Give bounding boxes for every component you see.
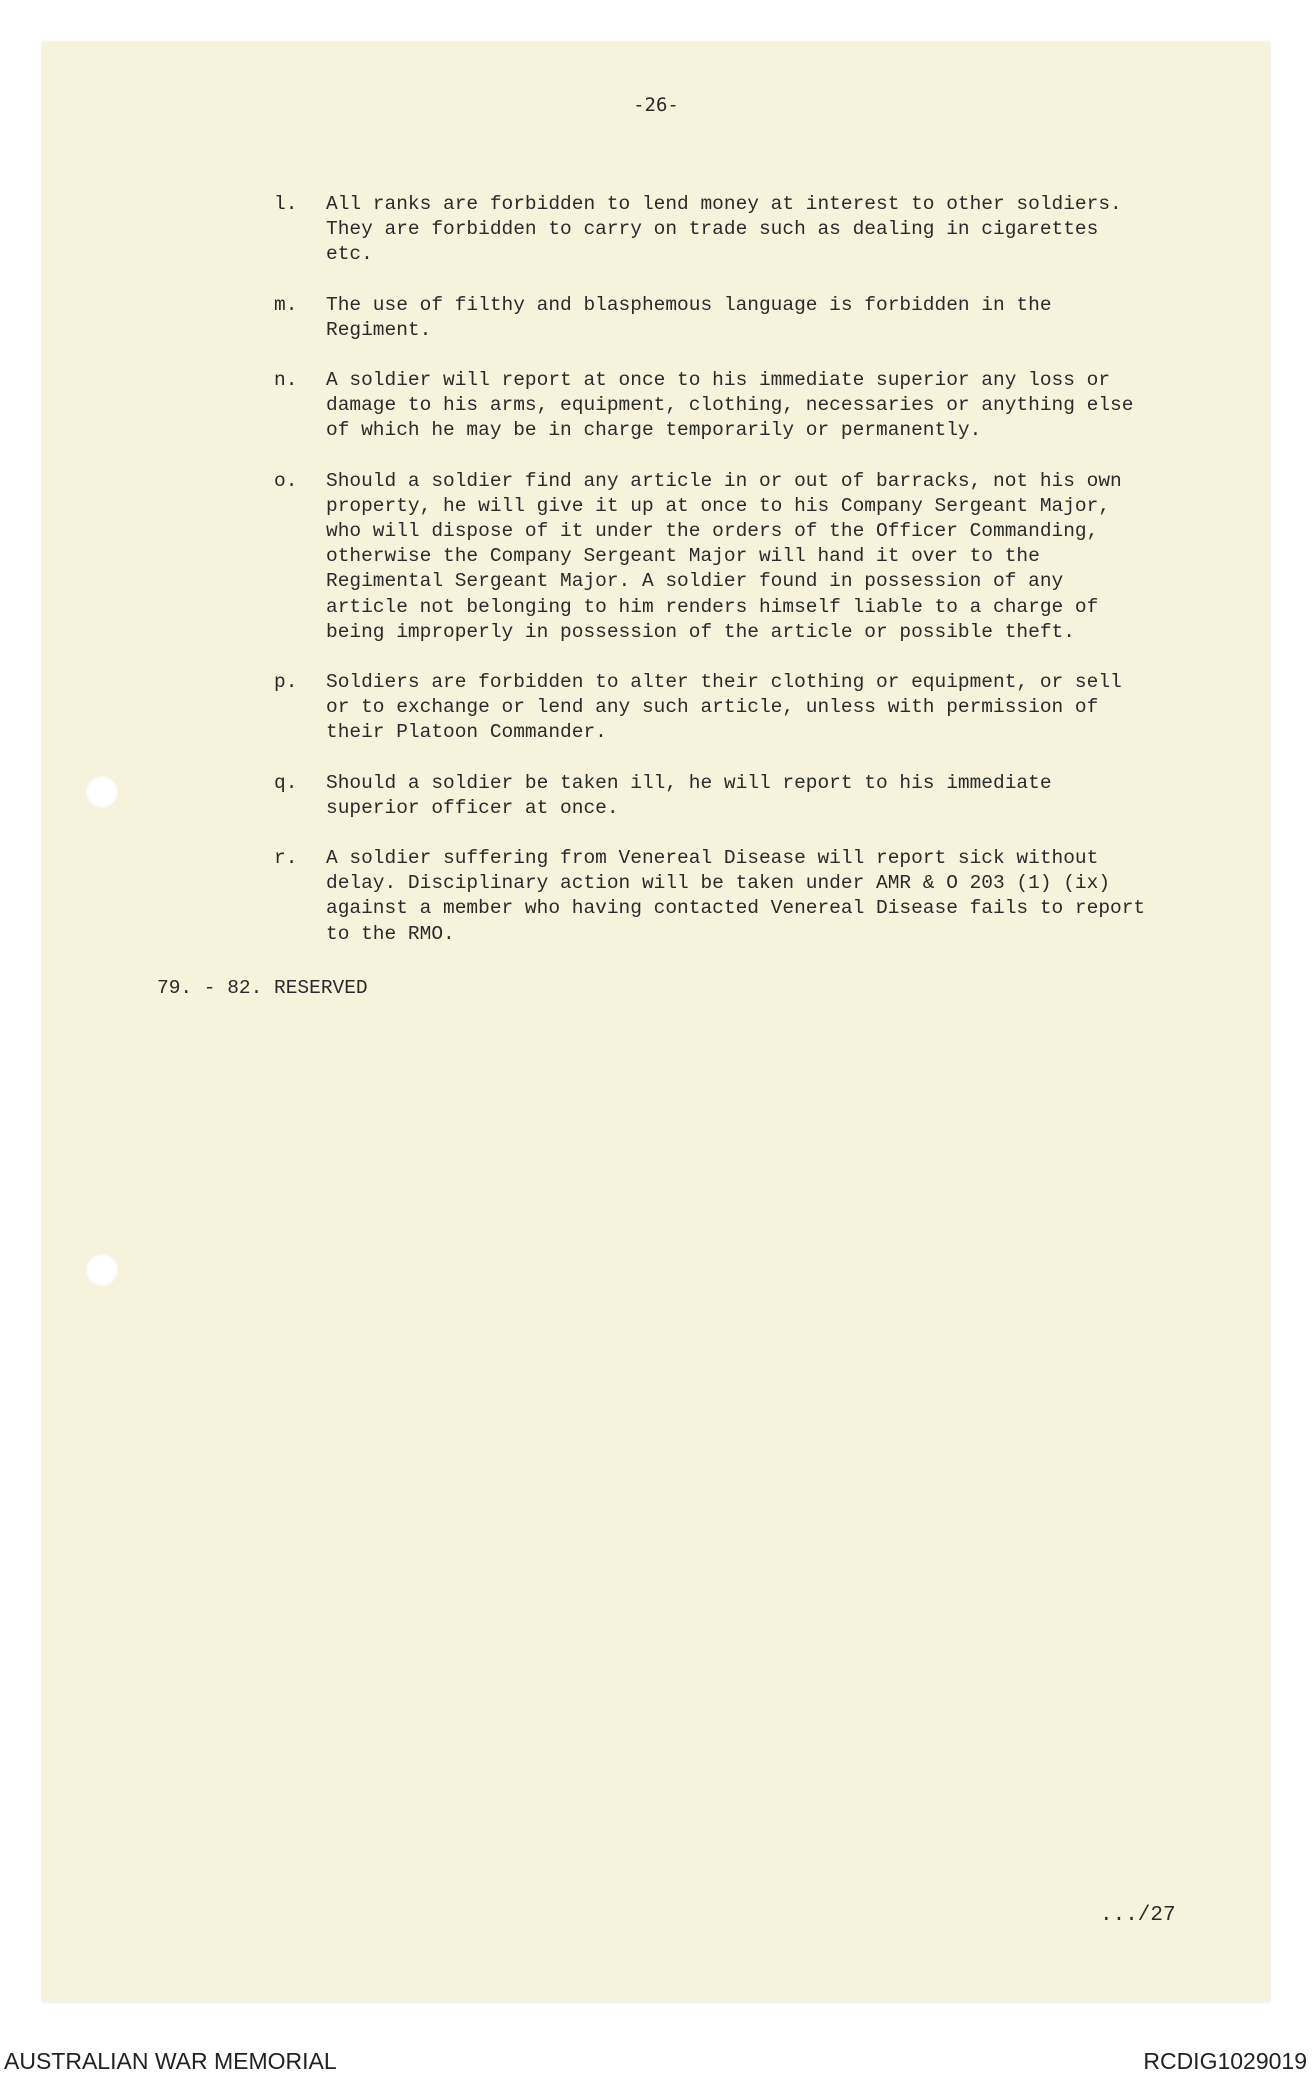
item-text: A soldier will report at once to his immediate superior any loss or damage to his arms, equipment, clothing, necessaries or anything else of which he may be in charge temporarily or permanently. (326, 369, 1134, 442)
reserved-paragraphs: 79. - 82. RESERVED (157, 977, 368, 999)
archive-name: AUSTRALIAN WAR MEMORIAL (4, 2048, 337, 2074)
page-number: -26- (633, 94, 679, 116)
item-letter: l. (274, 193, 298, 215)
item-text: Should a soldier find any article in or out of barracks, not his own property, he will give it up at once to his Company Sergeant Major, who will dispose of it under the orders of the Officer Commanding, otherwise the Company Sergeant Major will hand it over to the Regimental Sergeant Major. A soldier found in possession of any article not belonging to him renders himself liable to a charge of being improperly in possession of the article or possible theft. (326, 469, 1122, 643)
item-text: A soldier suffering from Venereal Disease will report sick without delay. Disciplinary action will be taken under AMR & O 203 (1) (ix) against a member who having contacted Venereal Disease fails to report to the RMO. (326, 847, 1146, 945)
item-letter: r. (274, 847, 298, 870)
list-item (274, 469, 1274, 645)
item-text: Soldiers are forbidden to alter their clothing or equipment, or sell or to exchange or lend any such article, unless with permission of their Platoon Commander. (326, 671, 1122, 744)
item-letter: n. (274, 369, 298, 392)
item-letter: p. (274, 671, 298, 694)
item-text: All ranks are forbidden to lend money at interest to other soldiers. They are forbidden to carry on trade such as dealing in cigarettes etc. (326, 193, 1122, 266)
punch-hole-icon (86, 776, 118, 808)
punch-hole-icon (86, 1254, 118, 1286)
list-item (274, 293, 1274, 343)
archive-id: RCDIG1029019 (1143, 2048, 1307, 2074)
list-item (274, 771, 1274, 821)
list-item (274, 368, 1274, 444)
list-item (274, 846, 1274, 947)
item-letter: o. (274, 469, 298, 492)
continuation-marker: .../27 (1100, 1904, 1176, 1927)
item-text: The use of filthy and blasphemous language is forbidden in the Regiment. (326, 293, 1052, 341)
list-item (274, 192, 1274, 268)
item-text: Should a soldier be taken ill, he will report to his immediate superior officer at once. (326, 771, 1052, 819)
item-letter: q. (274, 771, 298, 794)
list-item (274, 670, 1274, 746)
regulation-list (274, 192, 1274, 972)
item-letter: m. (274, 293, 298, 316)
document-page (42, 42, 1270, 2002)
